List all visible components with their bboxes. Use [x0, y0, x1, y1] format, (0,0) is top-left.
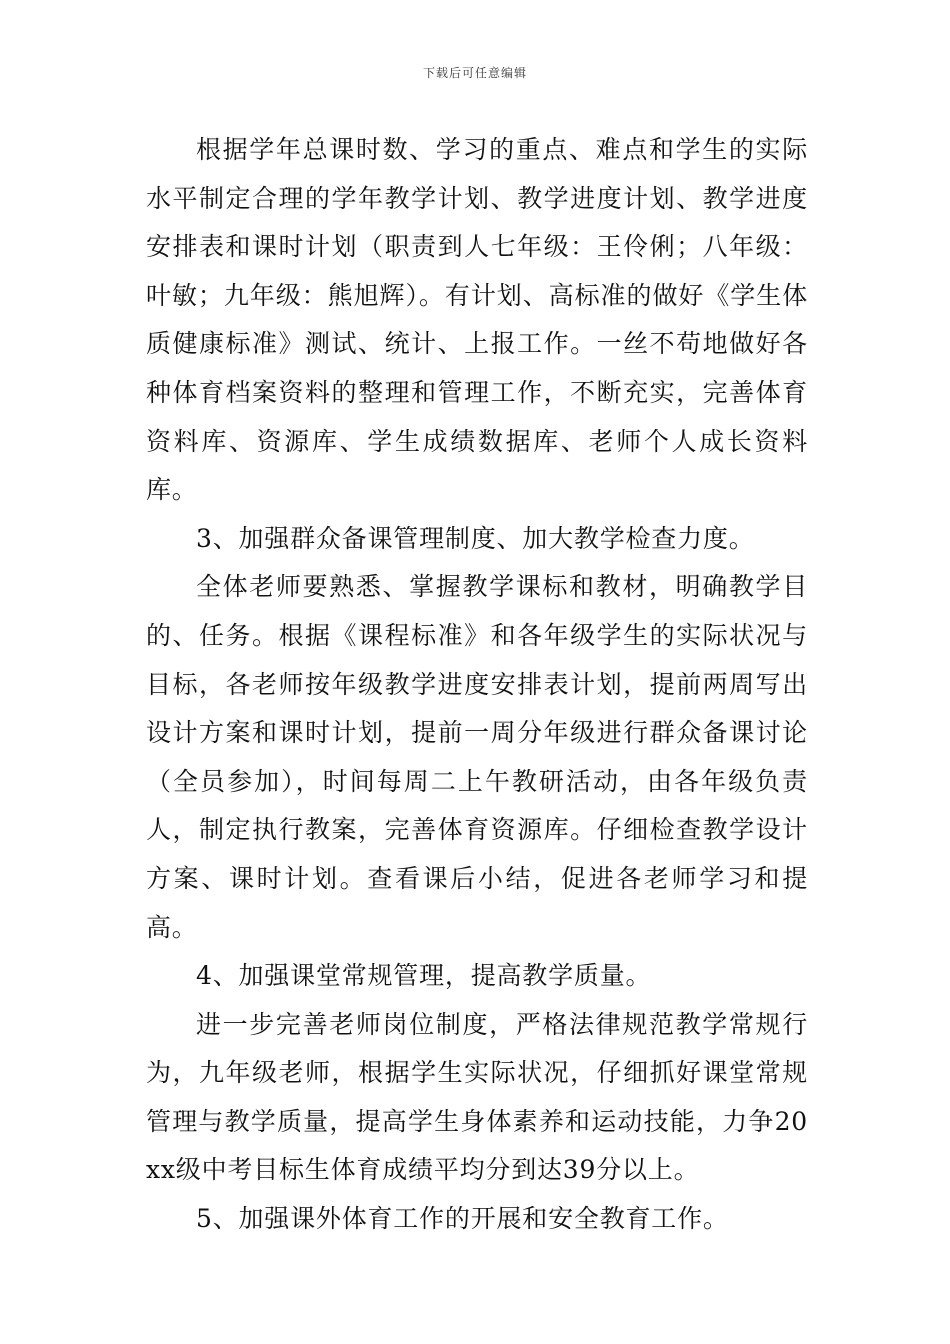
heading-item-3: 3、加强群众备课管理制度、加大教学检查力度。	[196, 523, 755, 553]
paragraph-teaching-plans: 根据学年总课时数、学习的重点、难点和学生的实际水平制定合理的学年教学计划、教学进度计划、教学进度安排表和课时计划（职责到人七年级：王伶俐；八年级：叶敏；九年级：熊旭辉）。有计划、高标准的做好《学生体质健康标准》测试、统计、上报工作。一丝不苟地做好各种体育档案资料的整理和管理工作，不断充实，完善体育资料库、资源库、学生成绩数据库、老师个人成长资料库。	[146, 135, 808, 505]
heading-item-4: 4、加强课堂常规管理，提高教学质量。	[196, 961, 652, 991]
document-body	[146, 126, 808, 1244]
heading-item-5: 5、加强课外体育工作的开展和安全教育工作。	[196, 1204, 729, 1234]
page-header: 下载后可任意编辑	[422, 66, 527, 80]
paragraph-lesson-preparation: 全体老师要熟悉、掌握教学课标和教材，明确教学目的、任务。根据《课程标准》和各年级学生的实际状况与目标，各老师按年级教学进度安排表计划，提前两周写出设计方案和课时计划，提前一周分年级进行群众备课讨论（全员参加），时间每周二上午教研活动，由各年级负责人，制定执行教案，完善体育资源库。仔细检查教学设计方案、课时计划。查看课后小结，促进各老师学习和提高。	[146, 572, 808, 942]
paragraph-classroom-management: 进一步完善老师岗位制度，严格法律规范教学常规行为，九年级老师，根据学生实际状况，仔细抓好课堂常规管理与教学质量，提高学生身体素养和运动技能，力争20xx级中考目标生体育成绩平均分到达39分以上。	[146, 1009, 808, 1185]
